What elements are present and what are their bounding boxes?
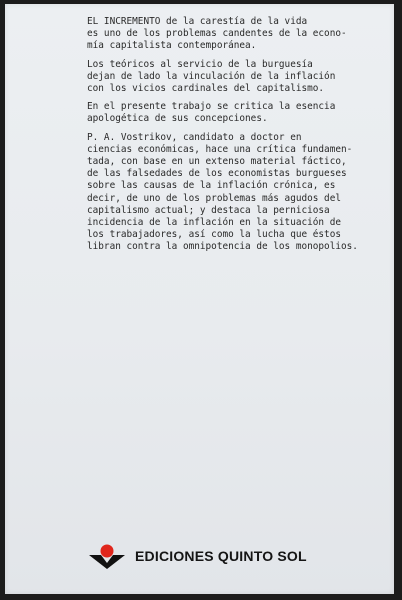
publisher-name: EDICIONES QUINTO SOL — [135, 548, 307, 564]
blurb-paragraph-1: EL INCREMENTO de la carestía de la vida es uno de los problemas candentes de la econo- mía capitalista contemporánea. — [87, 16, 347, 52]
back-cover-blurb — [87, 16, 372, 260]
blurb-paragraph-2: Los teóricos al servicio de la burguesía dejan de lado la vinculación de la inflación con los vicios cardinales del capitalismo. — [87, 58, 336, 95]
book-back-cover — [5, 4, 394, 594]
blurb-paragraph-3: En el presente trabajo se critica la esencia apologética de sus concepciones. — [87, 101, 336, 125]
sun-over-v-logo-icon — [87, 543, 127, 569]
publisher-imprint — [87, 541, 307, 571]
blurb-paragraph-4: P. A. Vostrikov, candidato a doctor en ciencias económicas, hace una crítica fundamen- tada, con base en un extenso material fáctico, de las falsedades de los economistas burgueses sobre las causas de la inflación crónica, es decir, de uno de los problemas más agudos del capitalismo actual; y destaca la perniciosa incidencia de la inflación en la situación de los trabajadores, así como la lucha que éstos libran contra la omnipotencia de los monopolios. — [87, 131, 358, 253]
